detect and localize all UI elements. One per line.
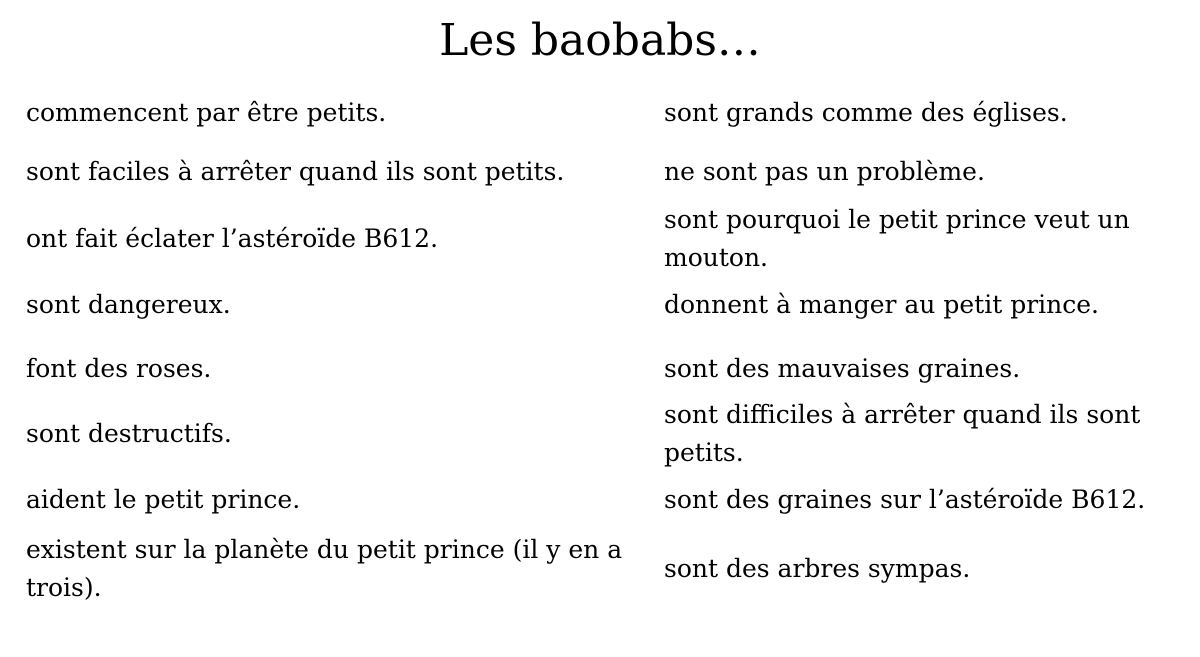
left-statement-4: sont dangereux. bbox=[26, 290, 231, 319]
right-statement-8: sont des arbres sympas. bbox=[664, 554, 971, 583]
right-statement-1: sont grands comme des églises. bbox=[664, 98, 1068, 127]
page-title: Les baobabs… bbox=[439, 15, 761, 66]
left-statement-8: existent sur la planète du petit prince (il y en a trois). bbox=[26, 535, 623, 602]
left-statement-7: aident le petit prince. bbox=[26, 485, 301, 514]
left-statement-3: ont fait éclater l’astéroïde B612. bbox=[26, 224, 439, 253]
right-statement-7: sont des graines sur l’astéroïde B612. bbox=[664, 485, 1146, 514]
left-statement-2: sont faciles à arrêter quand ils sont petits. bbox=[26, 157, 565, 186]
right-statement-3: sont pourquoi le petit prince veut un mouton. bbox=[664, 205, 1130, 272]
right-statement-5: sont des mauvaises graines. bbox=[664, 354, 1021, 383]
right-statement-2: ne sont pas un problème. bbox=[664, 157, 985, 186]
statements-grid bbox=[26, 87, 1200, 605]
left-statement-6: sont destructifs. bbox=[26, 419, 232, 448]
left-statement-1: commencent par être petits. bbox=[26, 98, 387, 127]
right-statement-4: donnent à manger au petit prince. bbox=[664, 290, 1099, 319]
left-statement-5: font des roses. bbox=[26, 354, 212, 383]
right-statement-6: sont difficiles à arrêter quand ils sont petits. bbox=[664, 400, 1141, 467]
